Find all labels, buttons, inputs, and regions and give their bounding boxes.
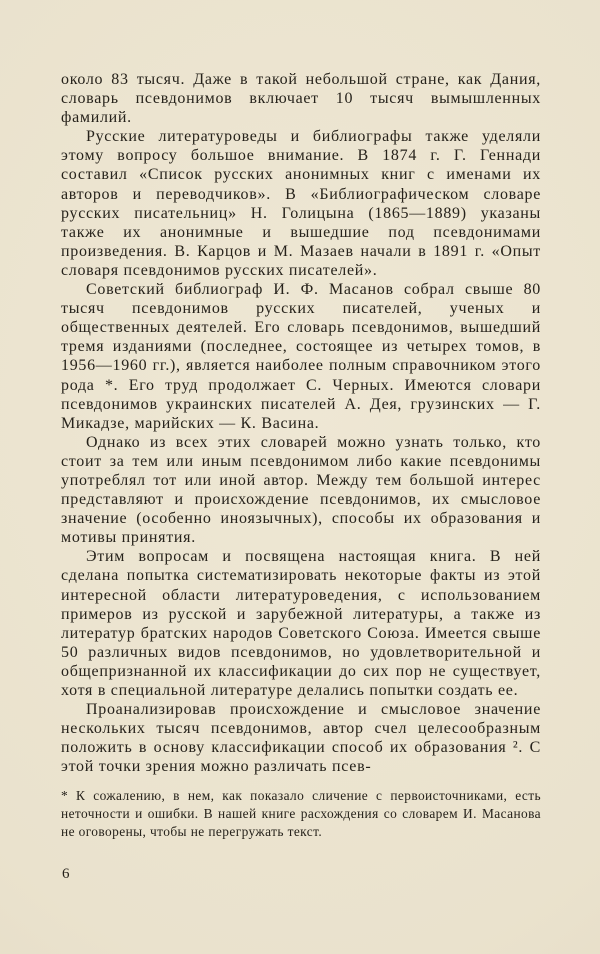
paragraph: Этим вопросам и посвящена настоящая книга. В ней сделана попытка систематизировать некоторые факты из этой интересной области литературоведения, с использованием примеров из русской и зарубежной литературы, а также из литератур братских народов Советского Союза. Имеется свыше 50 различных видов псевдонимов, но удовлетворительной и общепризнанной их классификации до сих пор не существует, хотя в специальной литературе делались попытки создать ее.	[61, 548, 541, 699]
paragraph: Проанализировав происхождение и смысловое значение нескольких тысяч псевдонимов, автор счел целесообразным положить в основу классификации способ их образования ². С этой точки зрения можно различать псев-	[61, 701, 541, 776]
page-number: 6	[62, 866, 70, 882]
footnote-text: * К сожалению, в нем, как показало сличение с первоисточниками, есть неточности и ошибки. В нашей книге расхождения со словарем И. Масанова не оговорены, чтобы не перегружать текст.	[61, 788, 541, 839]
page-text	[61, 70, 541, 840]
footnote	[61, 787, 541, 840]
paragraph: Русские литературоведы и библиографы также уделяли этому вопросу большое внимание. В 1874 г. Г. Геннади составил «Список русских анонимных книг с именами их авторов и переводчиков». В «Библиографическом словаре русских писательниц» Н. Голицына (1865—1889) указаны также их анонимные и вышедшие под псевдонимами произведения. В. Карцов и М. Мазаев начали в 1891 г. «Опыт словаря псевдонимов русских писателей».	[61, 128, 541, 279]
paragraph: Советский библиограф И. Ф. Масанов собрал свыше 80 тысяч псевдонимов русских писателей, ученых и общественных деятелей. Его словарь псевдонимов, вышедший тремя изданиями (последнее, состоящее из четырех томов, в 1956—1960 гг.), является наиболее полным справочником этого рода *. Его труд продолжает С. Черных. Имеются словари псевдонимов украинских писателей А. Дея, грузинских — Г. Микадзе, марийских — К. Васина.	[61, 281, 541, 432]
paragraph: Однако из всех этих словарей можно узнать только, кто стоит за тем или иным псевдонимом либо какие псевдонимы употреблял тот или иной автор. Между тем большой интерес представляют и происхождение псевдонимов, их смысловое значение (особенно иноязычных), способы их образования и мотивы принятия.	[61, 433, 541, 547]
paragraph-continuation: около 83 тысяч. Даже в такой небольшой стране, как Дания, словарь псевдонимов включает 10 тысяч вымышленных фамилий.	[61, 71, 541, 127]
